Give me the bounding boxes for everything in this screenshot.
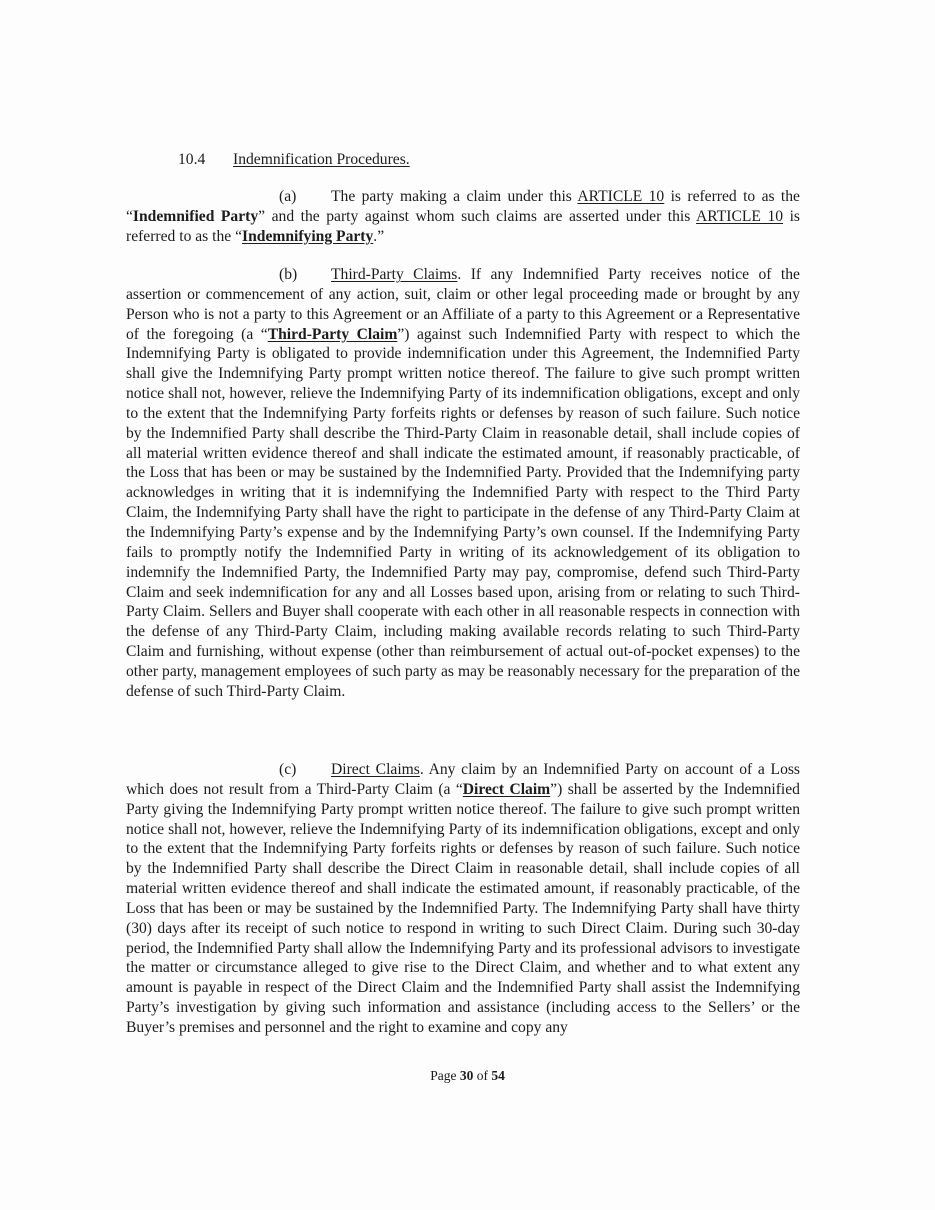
article-10-link-2[interactable]: ARTICLE 10	[696, 207, 784, 225]
defined-term-third-party-claim: Third-Party Claim	[267, 325, 398, 343]
paragraph-a-text-1: The party making a claim under this	[331, 188, 578, 205]
paragraph-b-text-1: . If any Indemnified Party receives notice of the assertion or commencement of any action, suit, claim or other legal proceeding made or brought by any Person who is not a party to this Agreement or an Affiliate of a party to this Agreement or a Representative of the foregoing (a “	[126, 266, 800, 343]
paragraph-a-label: (a)	[279, 188, 297, 205]
paragraph-a-text-2: is referred to as the “	[126, 188, 800, 225]
paragraph-a-text-3: ” and the party against whom such claims are asserted under this	[258, 207, 697, 225]
defined-term-indemnifying-party: Indemnifying Party	[242, 227, 374, 245]
defined-term-indemnified-party: Indemnified Party	[132, 207, 259, 225]
page-footer	[0, 1068, 935, 1084]
footer-of: of	[473, 1068, 492, 1083]
paragraph-c-text-2: ”) shall be asserted by the Indemnified Party giving the Indemnifying Party prompt written notice thereof. The failure to give such prompt written notice shall not, however, relieve the Indemnifying Party of its indemnification obligations, except and only to the extent that the Indemnifying Party forfeits rights or defenses by reason of such failure. Such notice by the Indemnified Party shall describe the Direct Claim in reasonable detail, shall include copies of all material written evidence thereof and shall indicate the estimated amount, if reasonably practicable, of the Loss that has been or may be sustained by the Indemnified Party. The Indemnifying Party shall have thirty (30) days after its receipt of such notice to respond in writing to such Direct Claim. During such 30-day period, the Indemnified Party shall allow the Indemnifying Party and its professional advisors to investigate the matter or circumstance alleged to give rise to the Direct Claim, and whether and to what extent any amount is payable in respect of the Direct Claim and the Indemnified Party shall assist the Indemnifying Party’s investigation by giving such information and assistance (including access to the Sellers’ or the Buyer’s premises and personnel and the right to examine and copy any	[126, 780, 800, 1036]
paragraph-b	[126, 265, 800, 702]
paragraph-b-heading: Third-Party Claims	[331, 266, 458, 283]
paragraph-c-heading: Direct Claims	[331, 761, 420, 778]
section-number: 10.4	[178, 151, 206, 168]
paragraph-a-text-5: .”	[373, 227, 385, 245]
paragraph-b-label: (b)	[279, 266, 298, 283]
paragraph-c	[126, 760, 800, 1038]
footer-prefix: Page	[430, 1068, 460, 1083]
paragraph-b-text-2: ”) against such Indemnified Party with respect to which the Indemnifying Party is obligated to provide indemnification under this Agreement, the Indemnified Party shall give the Indemnifying Party prompt written notice thereof. The failure to give such prompt written notice shall not, however, relieve the Indemnifying Party of its indemnification obligations, except and only to the extent that the Indemnifying Party forfeits rights or defenses by reason of such failure. Such notice by the Indemnified Party shall describe the Third-Party Claim in reasonable detail, shall include copies of all material written evidence thereof and shall indicate the estimated amount, if reasonably practicable, of the Loss that has been or may be sustained by the Indemnified Party. Provided that the Indemnifying party acknowledges in writing that it is indemnifying the Indemnified Party with respect to the Third Party Claim, the Indemnifying Party shall have the right to participate in the defense of any Third-Party Claim at the Indemnifying Party’s expense and by the Indemnifying Party’s own counsel. If the Indemnifying Party fails to promptly notify the Indemnified Party in writing of its acknowledgement of its obligation to indemnify the Indemnified Party, the Indemnified Party may pay, compromise, defend such Third-Party Claim and seek indemnification for any and all Losses based upon, arising from or relating to such Third-Party Claim. Sellers and Buyer shall cooperate with each other in all reasonable respects in connection with the defense of any Third-Party Claim, including making available records relating to such Third-Party Claim and furnishing, without expense (other than reimbursement of actual out-of-pocket expenses) to the other party, management employees of such party as may be reasonably necessary for the preparation of the defense of such Third-Party Claim.	[126, 325, 800, 700]
paragraph-a	[126, 187, 800, 247]
article-10-link-1[interactable]: ARTICLE 10	[577, 188, 665, 205]
page-total: 54	[491, 1068, 505, 1083]
page-number: 30	[459, 1068, 474, 1083]
section-heading	[178, 150, 410, 170]
section-title: Indemnification Procedures.	[233, 151, 410, 168]
paragraph-c-label: (c)	[279, 761, 297, 778]
paragraph-a-text-4: is referred to as the “	[126, 207, 800, 245]
defined-term-direct-claim: Direct Claim	[462, 780, 551, 798]
paragraph-c-text-1: . Any claim by an Indemnified Party on account of a Loss which does not result from a Third-Party Claim (a “	[126, 761, 800, 798]
